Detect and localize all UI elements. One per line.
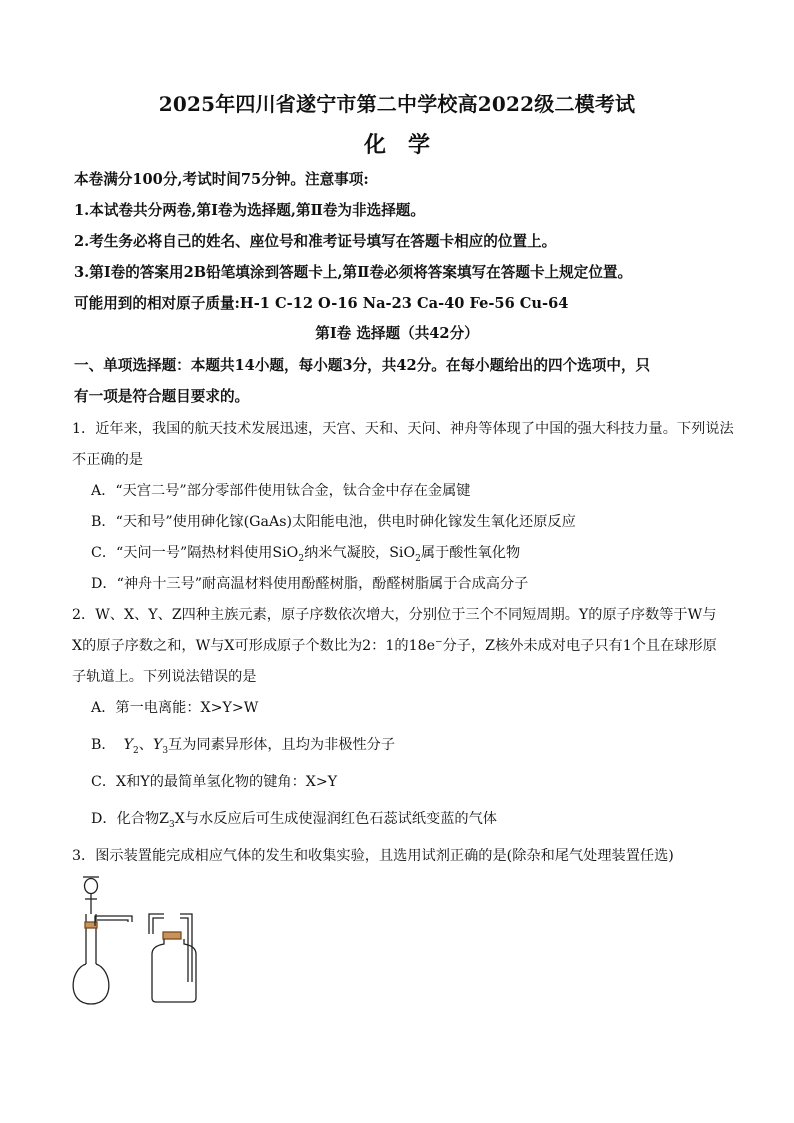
q3-stem: 3．图示装置能完成相应气体的发生和收集实验，且选用试剂正确的是(除杂和尾气处理装置任选) bbox=[72, 848, 674, 864]
exam-title: 2025年四川省遂宁市第二中学校高2022级二模考试 bbox=[158, 92, 636, 116]
q2-option-b: B． $Y_2$、$Y_3$互为同素异形体，且均为非极性分子 bbox=[91, 737, 396, 756]
note-item-2: 2.考生务必将自己的姓名、座位号和准考证号填写在答题卡相应的位置上。 bbox=[74, 233, 557, 250]
q1-option-d: D．“神舟十三号”耐高温材料使用酚醛树脂，酚醛树脂属于合成高分子 bbox=[91, 576, 529, 592]
funnel-bulb bbox=[85, 879, 98, 894]
lab-apparatus-diagram bbox=[68, 874, 218, 1009]
section-title: 第Ⅰ卷 选择题（共42分） bbox=[315, 325, 479, 342]
atomic-masses: 可能用到的相对原子质量:H-1 C-12 O-16 Na-23 Ca-40 Fe-56 Cu-64 bbox=[74, 295, 569, 312]
collection-bottle-apparatus bbox=[149, 914, 196, 1002]
q2-stem-line-3: 子轨道上。下列说法错误的是 bbox=[72, 669, 257, 685]
gas-collection-bottle bbox=[152, 939, 196, 1002]
bottle-stopper bbox=[163, 932, 181, 939]
q2-stem-line-1: 2．W、X、Y、Z四种主族元素，原子序数依次增大，分别位于三个不同短周期。Y的原子序数等于W与 bbox=[72, 607, 717, 623]
generation-flask-apparatus bbox=[73, 877, 132, 1004]
round-bottom-flask bbox=[73, 964, 109, 1004]
q2-option-a: A．第一电离能：X>Y>W bbox=[91, 700, 259, 716]
notes-intro: 本卷满分100分,考试时间75分钟。注意事项: bbox=[74, 171, 369, 188]
subject-title: 化学 bbox=[363, 132, 452, 158]
q2-stem-line-2: X的原子序数之和，W与X可形成原子个数比为2：1的18e−分子，Z核外未成对电子只有1个且在球形原 bbox=[72, 637, 717, 654]
section-instruction-line-2: 有一项是符合题目要求的。 bbox=[74, 388, 250, 405]
q1-stem-line-1: 1．近年来，我国的航天技术发展迅速，天宫、天和、天问、神舟等体现了中国的强大科技力量。下列说法 bbox=[72, 421, 734, 437]
q1-option-a: A．“天宫二号”部分零部件使用钛合金，钛合金中存在金属键 bbox=[91, 483, 471, 499]
note-item-1: 1.本试卷共分两卷,第Ⅰ卷为选择题,第Ⅱ卷为非选择题。 bbox=[74, 202, 425, 219]
q1-option-b: B．“天和号”使用砷化镓(GaAs)太阳能电池，供电时砷化镓发生氧化还原反应 bbox=[91, 514, 576, 530]
q2-option-d: D．化合物$Z_3X$与水反应后可生成使湿润红色石蕊试纸变蓝的气体 bbox=[91, 811, 497, 830]
note-item-3: 3.第Ⅰ卷的答案用2B铅笔填涂到答题卡上,第Ⅱ卷必须将答案填写在答题卡上规定位置。 bbox=[74, 264, 633, 281]
q1-option-c: C．“天问一号”隔热材料使用SiO$_2$纳米气凝胶，SiO$_2$属于酸性氧化物 bbox=[91, 545, 521, 564]
q2-option-c: C．X和Y的最简单氢化物的键角：X>Y bbox=[91, 774, 338, 790]
q1-stem-line-2: 不正确的是 bbox=[72, 452, 143, 468]
section-instruction-line-1: 一、单项选择题：本题共14小题，每小题3分，共42分。在每小题给出的四个选项中，只 bbox=[74, 357, 651, 374]
